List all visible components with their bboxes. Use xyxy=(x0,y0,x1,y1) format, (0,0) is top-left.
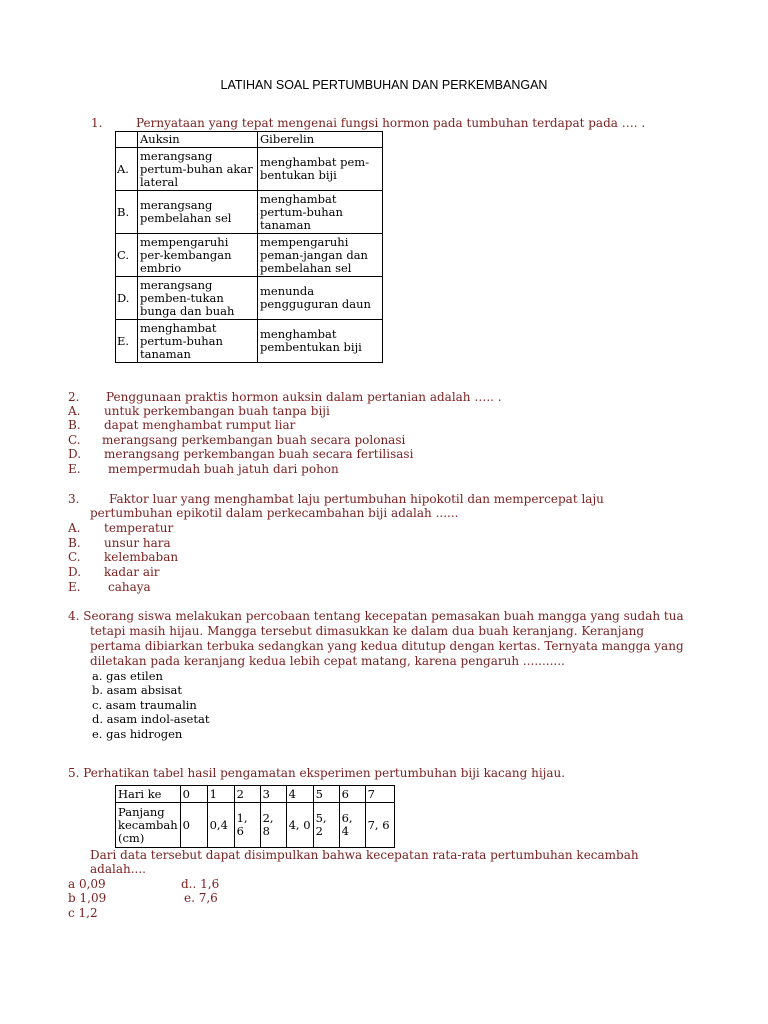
giberelin-cell: menghambat pem-bentukan biji xyxy=(258,148,383,191)
auksin-cell: merangsang pembelahan sel xyxy=(138,191,258,234)
q2-option-text: merangsang perkembangan buah secara polonasi xyxy=(102,433,406,447)
table-row xyxy=(116,320,383,363)
day-cell: 6 xyxy=(339,786,365,803)
q2-option-label: E. xyxy=(68,462,81,476)
giberelin-cell: menghambat pembentukan biji xyxy=(258,320,383,363)
q5-option-a: a 0,09 xyxy=(68,877,106,891)
q1-number: 1. xyxy=(91,116,103,130)
table-row xyxy=(116,786,395,803)
row-label: A. xyxy=(116,148,138,191)
q3-number: 3. xyxy=(68,492,80,506)
q2-option-text: mempermudah buah jatuh dari pohon xyxy=(108,462,339,476)
q2-option-text: untuk perkembangan buah tanpa biji xyxy=(104,404,330,418)
q4-option: e. gas hidrogen xyxy=(92,727,183,741)
auksin-cell: merangsang pemben-tukan bunga dan buah xyxy=(138,277,258,320)
length-cell: 7, 6 xyxy=(365,803,394,848)
q4-text-line2: tetapi masih hijau. Mangga tersebut dimasukkan ke dalam dua buah keranjang. Keranjang xyxy=(90,624,645,638)
q2-option-text: merangsang perkembangan buah secara fertilisasi xyxy=(104,447,414,461)
auksin-cell: mempengaruhi per-kembangan embrio xyxy=(138,234,258,277)
length-cell: 2, 8 xyxy=(260,803,286,848)
q5-conclusion-line2: adalah.... xyxy=(90,862,146,876)
q5-option-e: e. 7,6 xyxy=(184,891,218,905)
auksin-cell: menghambat pertum-buhan tanaman xyxy=(138,320,258,363)
length-cell: 0 xyxy=(180,803,207,848)
q4-option: b. asam absisat xyxy=(92,683,183,697)
table-header-row xyxy=(116,132,383,148)
q4-text-line4: diletakan pada keranjang kedua lebih cepat matang, karena pengaruh ........... xyxy=(90,654,565,668)
row-label: C. xyxy=(116,234,138,277)
q3-option-label: D. xyxy=(68,565,82,579)
table-row xyxy=(116,277,383,320)
hormone-table xyxy=(115,131,383,363)
q4-option: c. asam traumalin xyxy=(92,698,197,712)
q4-option: a. gas etilen xyxy=(92,669,163,683)
q5-conclusion-line1: Dari data tersebut dapat disimpulkan bahwa kecepatan rata-rata pertumbuhan kecambah xyxy=(90,848,639,862)
q3-option-label: A. xyxy=(68,521,81,535)
q5-option-d: d.. 1,6 xyxy=(181,877,220,891)
giberelin-cell: menghambat pertum-buhan tanaman xyxy=(258,191,383,234)
q3-option-label: E. xyxy=(68,580,81,594)
q2-option-label: D. xyxy=(68,447,82,461)
q3-option-text: unsur hara xyxy=(104,536,171,550)
auksin-cell: merangsang pertum-buhan akar lateral xyxy=(138,148,258,191)
q3-text-line2: pertumbuhan epikotil dalam perkecambahan biji adalah ...... xyxy=(90,506,459,520)
day-cell: 5 xyxy=(313,786,339,803)
q3-option-text: kadar air xyxy=(104,565,160,579)
header-giberelin: Giberelin xyxy=(258,132,383,148)
q3-option-text: cahaya xyxy=(108,580,151,594)
length-cell: 0,4 xyxy=(207,803,234,848)
row-header-day: Hari ke xyxy=(116,786,181,803)
row-label: E. xyxy=(116,320,138,363)
q3-option-text: temperatur xyxy=(104,521,174,535)
q5-option-c: c 1,2 xyxy=(68,906,98,920)
q5-text: 5. Perhatikan tabel hasil pengamatan eksperimen pertumbuhan biji kacang hijau. xyxy=(68,766,566,780)
q2-text: Penggunaan praktis hormon auksin dalam pertanian adalah ….. . xyxy=(106,390,502,404)
table-row xyxy=(116,148,383,191)
row-header-length: Panjang kecambah (cm) xyxy=(116,803,181,848)
day-cell: 7 xyxy=(365,786,394,803)
q2-option-label: A. xyxy=(68,404,81,418)
q3-option-text: kelembaban xyxy=(104,550,179,564)
q3-text-line1: Faktor luar yang menghambat laju pertumbuhan hipokotil dan mempercepat laju xyxy=(109,492,604,506)
day-cell: 0 xyxy=(180,786,207,803)
giberelin-cell: mempengaruhi peman-jangan dan pembelahan sel xyxy=(258,234,383,277)
giberelin-cell: menunda pengguguran daun xyxy=(258,277,383,320)
q5-option-b: b 1,09 xyxy=(68,891,107,905)
table-row xyxy=(116,234,383,277)
q2-option-text: dapat menghambat rumput liar xyxy=(104,418,296,432)
table-row xyxy=(116,803,395,848)
day-cell: 3 xyxy=(260,786,286,803)
length-cell: 6, 4 xyxy=(339,803,365,848)
page-title: LATIHAN SOAL PERTUMBUHAN DAN PERKEMBANGAN xyxy=(220,78,548,92)
q4-text-line1: 4. Seorang siswa melakukan percobaan tentang kecepatan pemasakan buah mangga yang sudah tua xyxy=(68,609,684,623)
length-cell: 1, 6 xyxy=(234,803,260,848)
q4-option: d. asam indol-asetat xyxy=(92,712,210,726)
day-cell: 2 xyxy=(234,786,260,803)
row-label: B. xyxy=(116,191,138,234)
day-cell: 1 xyxy=(207,786,234,803)
header-auksin: Auksin xyxy=(138,132,258,148)
row-label: D. xyxy=(116,277,138,320)
q1-text: Pernyataan yang tepat mengenai fungsi hormon pada tumbuhan terdapat pada …. . xyxy=(136,116,646,130)
q2-option-label: C. xyxy=(68,433,81,447)
q2-number: 2. xyxy=(68,390,80,404)
growth-table xyxy=(115,785,395,848)
length-cell: 5, 2 xyxy=(313,803,339,848)
q3-option-label: B. xyxy=(68,536,81,550)
q2-option-label: B. xyxy=(68,418,81,432)
day-cell: 4 xyxy=(286,786,313,803)
length-cell: 4, 0 xyxy=(286,803,313,848)
q4-text-line3: pertama dibiarkan terbuka sedangkan yang kedua ditutup dengan kertas. Ternyata mangga yang xyxy=(90,639,684,653)
table-row xyxy=(116,191,383,234)
q3-option-label: C. xyxy=(68,550,81,564)
